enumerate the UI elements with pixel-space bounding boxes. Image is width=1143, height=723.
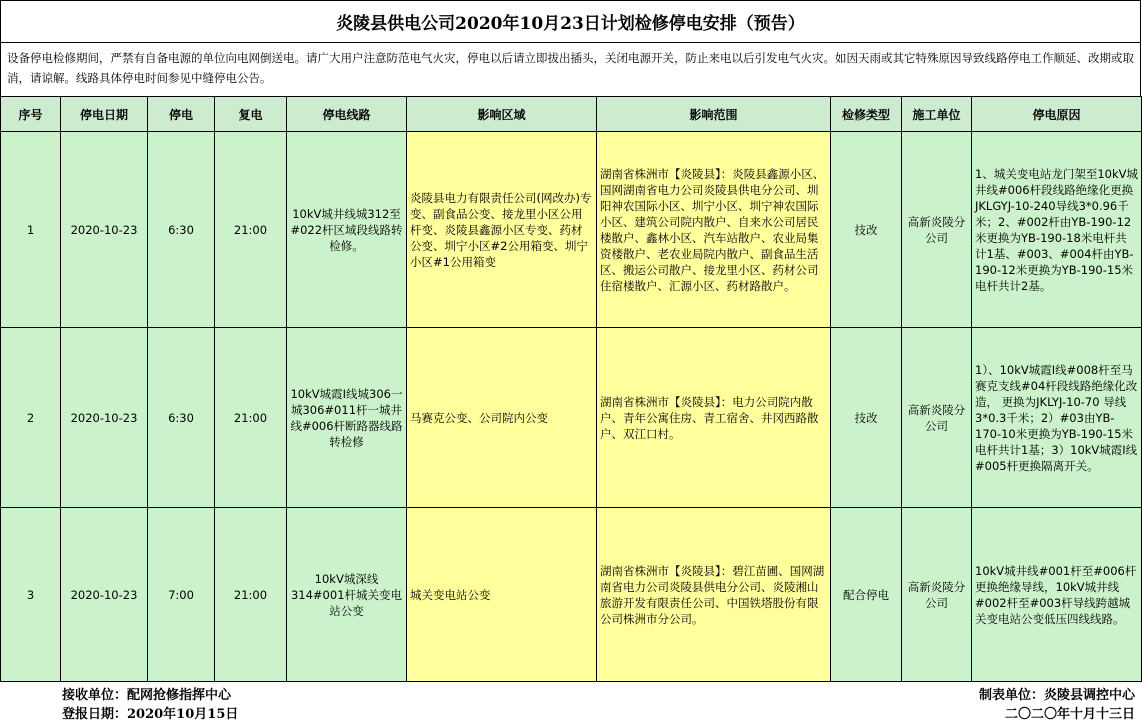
- cell-reason: 10kV城井线#001杆至#006杆更换绝缘导线，10kV城井线#002杆至#003杆导线跨越城关变电站公变低压四线线路。: [972, 508, 1142, 682]
- made-date: 二〇二〇年十月十三日: [1004, 707, 1135, 722]
- cell-no: 2: [1, 328, 61, 508]
- maker-unit: 制表单位：炎陵县调控中心: [978, 688, 1135, 703]
- header-area: 影响区域: [407, 97, 597, 132]
- cell-type: 技改: [831, 132, 902, 328]
- header-no: 序号: [1, 97, 61, 132]
- cell-scope: 湖南省株洲市【炎陵县】：电力公司院内散户、青年公寓住房、青工宿舍、井冈西路散户、双江口村。: [597, 328, 831, 508]
- outage-table: [0, 96, 1142, 682]
- cell-line: 10kV城深线314#001杆城关变电站公变: [287, 508, 407, 682]
- cell-scope: 湖南省株洲市【炎陵县】：炎陵县鑫源小区、国网湖南省电力公司炎陵县供电分公司、圳阳神农国际小区、圳宁小区、圳宁神农国际小区、建筑公司院内散户、自来水公司居民楼散户、鑫林小区、汽车站散户、农业局集资楼散户、老农业局院内散户、副食品生活区、搬运公司散户、接龙里小区、药材公司住宿楼散户、汇源小区、药材路散户。: [597, 132, 831, 328]
- header-date: 停电日期: [61, 97, 148, 132]
- cell-off: 7:00: [148, 508, 215, 682]
- cell-date: 2020-10-23: [61, 508, 148, 682]
- register-date: 登报日期：2020年10月15日: [62, 707, 239, 722]
- header-type: 检修类型: [831, 97, 902, 132]
- page-title: 炎陵县供电公司2020年10月23日计划检修停电安排（预告）: [0, 0, 1141, 43]
- cell-on: 21:00: [215, 328, 287, 508]
- cell-off: 6:30: [148, 132, 215, 328]
- cell-no: 3: [1, 508, 61, 682]
- header-off: 停电: [148, 97, 215, 132]
- cell-unit: 高新炎陵分公司: [902, 132, 972, 328]
- receiver-unit: 接收单位：配网抢修指挥中心: [62, 688, 232, 703]
- cell-no: 1: [1, 132, 61, 328]
- cell-on: 21:00: [215, 508, 287, 682]
- cell-area: 城关变电站公变: [407, 508, 597, 682]
- cell-unit: 高新炎陵分公司: [902, 508, 972, 682]
- cell-line: 10kV城井线城312至#022杆区域段线路转检修。: [287, 132, 407, 328]
- cell-unit: 高新炎陵分公司: [902, 328, 972, 508]
- cell-reason: 1、城关变电站龙门架至10kV城井线#006杆段线路绝缘化更换JKLGYJ-10-240导线3*0.96千米；2、#002杆由YB-190-12米更换为YB-190-18米电杆共计1基、#003、#004杆由YB-190-12米更换为YB-190-15米电杆共计2基。: [972, 132, 1142, 328]
- cell-area: 马赛克公变、公司院内公变: [407, 328, 597, 508]
- cell-type: 技改: [831, 328, 902, 508]
- header-line: 停电线路: [287, 97, 407, 132]
- cell-scope: 湖南省株洲市【炎陵县】：碧江苗圃、国网湖南省电力公司炎陵县供电分公司、炎陵湘山旅游开发有限责任公司、中国铁塔股份有限公司株洲市分公司。: [597, 508, 831, 682]
- header-reason: 停电原因: [972, 97, 1142, 132]
- cell-date: 2020-10-23: [61, 328, 148, 508]
- header-scope: 影响范围: [597, 97, 831, 132]
- cell-date: 2020-10-23: [61, 132, 148, 328]
- header-unit: 施工单位: [902, 97, 972, 132]
- table-header-row: [1, 97, 1142, 132]
- cell-on: 21:00: [215, 132, 287, 328]
- cell-line: 10kV城霞I线城306一城306#011杆一城井线#006杆断路器线路转检修: [287, 328, 407, 508]
- footer: [0, 681, 1141, 723]
- cell-reason: 1）、10kV城霞I线#008杆至马赛克支线#04杆段线路绝缘化改造， 更换为JKLYJ-10-70 导线3*0.3千米；2）#03由YB-170-10米更换为YB-190-15米电杆共计1基；3）10kV城霞I线#005杆更换隔离开关。: [972, 328, 1142, 508]
- table-row: [1, 328, 1142, 508]
- table-row: [1, 508, 1142, 682]
- cell-area: 炎陵县电力有限责任公司(网改办)专变、副食品公变、接龙里小区公用杆变、炎陵县鑫源小区专变、药材公变、圳宁小区#2公用箱变、圳宁小区#1公用箱变: [407, 132, 597, 328]
- table-row: [1, 132, 1142, 328]
- notice-text: 设备停电检修期间，严禁有自备电源的单位向电网倒送电。请广大用户注意防范电气火灾，停电以后请立即拔出插头，关闭电源开关，防止来电以后引发电气火灾。如因天雨或其它特殊原因导致线路停电工作顺延、改期或取消，请谅解。线路具体停电时间参见中缝停电公告。: [0, 43, 1141, 96]
- header-on: 复电: [215, 97, 287, 132]
- cell-type: 配合停电: [831, 508, 902, 682]
- cell-off: 6:30: [148, 328, 215, 508]
